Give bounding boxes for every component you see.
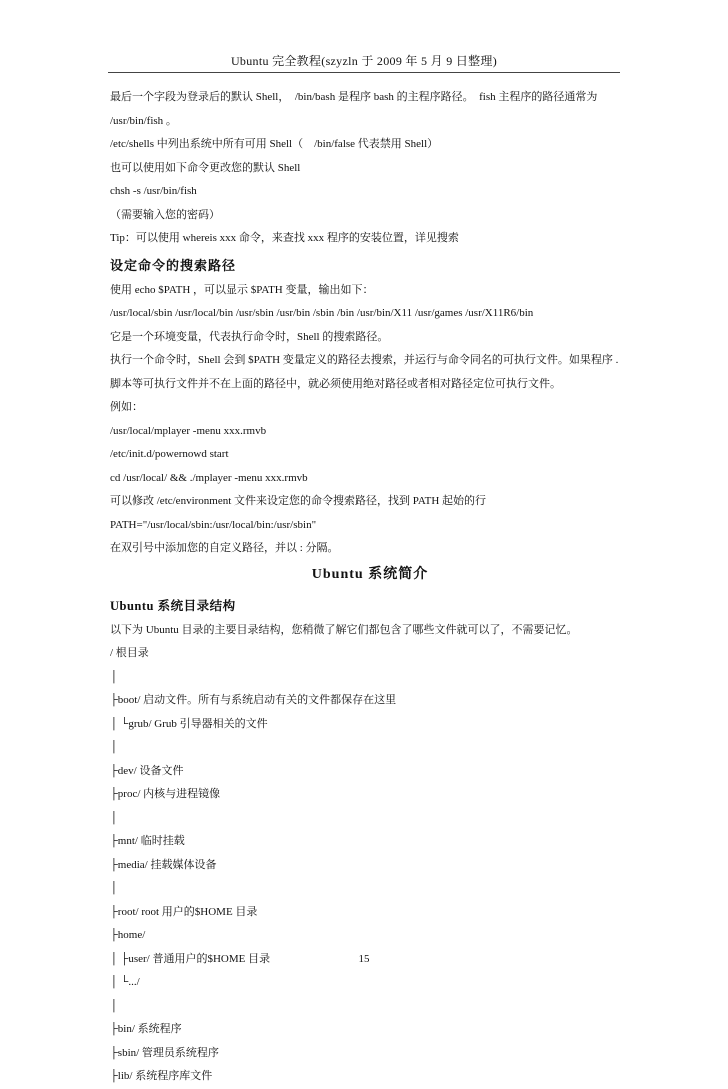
tree-line: ├media/ 挂载媒体设备 <box>110 858 217 871</box>
text-line: /usr/bin/fish 。 <box>110 114 177 127</box>
text-line: 例如： <box>110 401 143 413</box>
text-line: 执行一个命令时，Shell 会到 $PATH 变量定义的路径去搜索，并运行与命令同名的可执行文件。如果程序 . <box>110 354 619 366</box>
text-line: （需要输入您的密码） <box>110 208 220 221</box>
text-line: 也可以使用如下命令更改您的默认 Shell <box>110 161 301 174</box>
tree-line: ├dev/ 设备文件 <box>110 764 184 777</box>
tree-line: ├sbin/ 管理员系统程序 <box>110 1046 219 1059</box>
header-rule <box>108 72 620 73</box>
chapter-heading-ubuntu-intro: Ubuntu 系统简介 <box>311 566 429 582</box>
text-line: 在双引号中添加您的自定义路径，并以 : 分隔。 <box>110 542 339 554</box>
tip-line: Tip：可以使用 whereis xxx 命令，来查找 xxx 程序的安装位置，详见搜索 <box>110 232 459 244</box>
tree-line: │ <box>110 999 118 1012</box>
tree-line: ├mnt/ 临时挂载 <box>110 835 185 847</box>
text-line: 可以修改 /etc/environment 文件来设定您的命令搜索路径，找到 PATH 起始的行 <box>110 495 487 507</box>
code-line: chsh -s /usr/bin/fish <box>110 185 197 197</box>
tree-line: │ ├user/ 普通用户的$HOME 目录 <box>110 952 271 965</box>
text-line: 它是一个环境变量，代表执行命令时，Shell 的搜索路径。 <box>110 330 389 343</box>
text-line: 使用 echo $PATH ，可以显示 $PATH 变量，输出如下： <box>110 283 374 296</box>
text-line: /etc/shells 中列出系统中所有可用 Shell（ /bin/false 代表禁用 Shell） <box>110 138 439 150</box>
tree-line: │ <box>110 741 118 753</box>
code-line: /etc/init.d/powernowd start <box>110 448 229 460</box>
tree-line: / 根目录 <box>110 647 149 659</box>
page-header: Ubuntu 完全教程(szyzln 于 2009 年 5 月 9 日整理) <box>230 54 498 68</box>
code-line: PATH="/usr/local/sbin:/usr/local/bin:/usr/sbin" <box>110 518 317 531</box>
section-heading-directory-structure: Ubuntu 系统目录结构 <box>110 598 236 613</box>
code-line: /usr/local/sbin /usr/local/bin /usr/sbin /usr/bin /sbin /bin /usr/bin/X11 /usr/games /usr/X11R6/bin <box>110 307 534 319</box>
tree-line: │ <box>110 670 118 683</box>
tree-line: ├root/ root 用户的$HOME 目录 <box>110 905 258 918</box>
tree-line: │ <box>110 811 118 824</box>
text-line: 最后一个字段为登录后的默认 Shell， /bin/bash 是程序 bash 的主程序路径。 fish 主程序的路径通常为 <box>110 91 598 103</box>
tree-line: │ └.../ <box>110 976 140 988</box>
tree-line: ├boot/ 启动文件。所有与系统启动有关的文件都保存在这里 <box>110 694 397 706</box>
tree-line: ├proc/ 内核与进程镜像 <box>110 788 221 800</box>
tree-line: ├bin/ 系统程序 <box>110 1023 182 1035</box>
tree-line: │ <box>110 882 118 894</box>
code-line: /usr/local/mplayer -menu xxx.rmvb <box>110 424 267 437</box>
document-body <box>110 86 630 1089</box>
page-number: 15 <box>358 953 370 965</box>
section-heading-search-path: 设定命令的搜索路径 <box>110 257 237 273</box>
tree-line: ├home/ <box>110 929 146 941</box>
code-line: cd /usr/local/ && ./mplayer -menu xxx.rmvb <box>110 471 308 484</box>
text-line: 以下为 Ubuntu 目录的主要目录结构，您稍微了解它们都包含了哪些文件就可以了，不需要记忆。 <box>110 623 578 636</box>
tree-line: ├lib/ 系统程序库文件 <box>110 1070 213 1082</box>
tree-line: │ └grub/ Grub 引导器相关的文件 <box>110 717 268 730</box>
text-line: 脚本等可执行文件并不在上面的路径中，就必须使用绝对路径或者相对路径定位可执行文件。 <box>110 377 561 390</box>
